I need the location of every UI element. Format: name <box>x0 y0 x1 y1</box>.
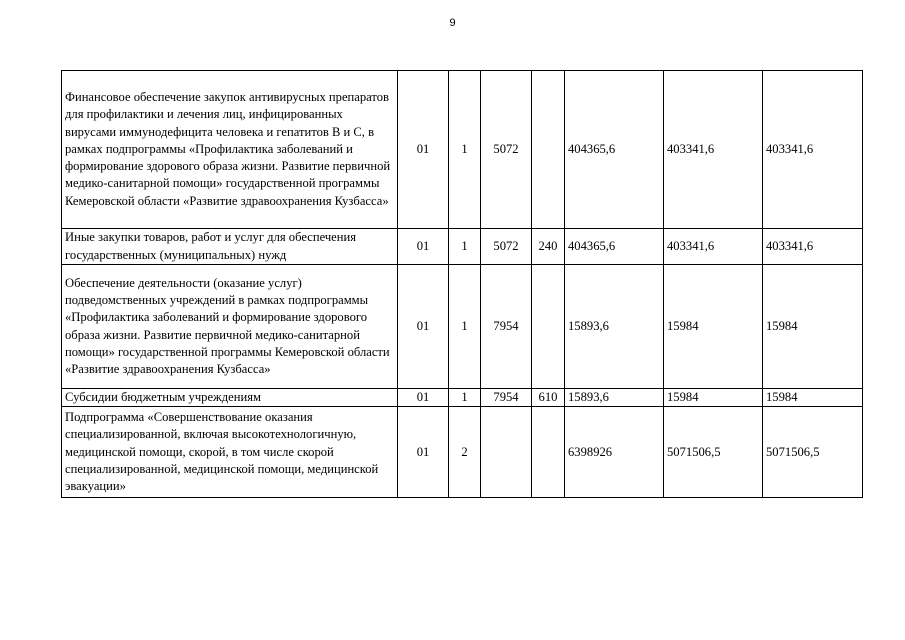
amount-year-2: 403341,6 <box>664 229 763 265</box>
amount-year-3: 15984 <box>763 265 863 389</box>
page-number: 9 <box>449 17 456 29</box>
program-code: 01 <box>398 229 449 265</box>
amount-year-1: 15893,6 <box>565 265 664 389</box>
table-row <box>62 389 863 407</box>
direction-code: 7954 <box>481 389 532 407</box>
program-code: 01 <box>398 71 449 229</box>
direction-code: 7954 <box>481 265 532 389</box>
direction-code: 5072 <box>481 71 532 229</box>
expense-type-code <box>532 71 565 229</box>
row-description: Иные закупки товаров, работ и услуг для обеспечения государственных (муниципальных) нужд <box>62 229 398 265</box>
program-code: 01 <box>398 389 449 407</box>
expense-type-code: 240 <box>532 229 565 265</box>
amount-year-1: 404365,6 <box>565 229 664 265</box>
table-row <box>62 407 863 498</box>
amount-year-3: 15984 <box>763 389 863 407</box>
direction-code: 5072 <box>481 229 532 265</box>
row-description: Субсидии бюджетным учреждениям <box>62 389 398 407</box>
expense-type-code: 610 <box>532 389 565 407</box>
amount-year-2: 5071506,5 <box>664 407 763 498</box>
expense-type-code <box>532 265 565 389</box>
amount-year-2: 15984 <box>664 389 763 407</box>
table-row <box>62 265 863 389</box>
row-description: Финансовое обеспечение закупок антивирусных препаратов для профилактики и лечения лиц, инфицированных вирусами иммунодефицита человека и гепатитов В и С, в рамках подпрограммы «Профилактика заболеваний и формирование здорового образа жизни. Развитие первичной медико-санитарной помощи» государственной программы Кемеровской области «Развитие здравоохранения Кузбасса» <box>62 71 398 229</box>
subprogram-code: 1 <box>449 71 481 229</box>
table-row <box>62 71 863 229</box>
amount-year-2: 15984 <box>664 265 763 389</box>
table-row <box>62 229 863 265</box>
row-description: Подпрограмма «Совершенствование оказания специализированной, включая высокотехнологичную, медицинской помощи, скорой, в том числе скорой специализированной, медицинской помощи, медицинской эвакуации» <box>62 407 398 498</box>
subprogram-code: 1 <box>449 265 481 389</box>
expense-type-code <box>532 407 565 498</box>
subprogram-code: 1 <box>449 229 481 265</box>
amount-year-2: 403341,6 <box>664 71 763 229</box>
amount-year-3: 403341,6 <box>763 229 863 265</box>
amount-year-1: 6398926 <box>565 407 664 498</box>
amount-year-3: 403341,6 <box>763 71 863 229</box>
subprogram-code: 2 <box>449 407 481 498</box>
amount-year-1: 404365,6 <box>565 71 664 229</box>
amount-year-1: 15893,6 <box>565 389 664 407</box>
amount-year-3: 5071506,5 <box>763 407 863 498</box>
budget-table <box>61 70 863 498</box>
subprogram-code: 1 <box>449 389 481 407</box>
row-description: Обеспечение деятельности (оказание услуг) подведомственных учреждений в рамках подпрограммы «Профилактика заболеваний и формирование здорового образа жизни. Развитие первичной медико-санитарной помощи» государственной программы Кемеровской области «Развитие здравоохранения Кузбасса» <box>62 265 398 389</box>
direction-code <box>481 407 532 498</box>
program-code: 01 <box>398 407 449 498</box>
program-code: 01 <box>398 265 449 389</box>
